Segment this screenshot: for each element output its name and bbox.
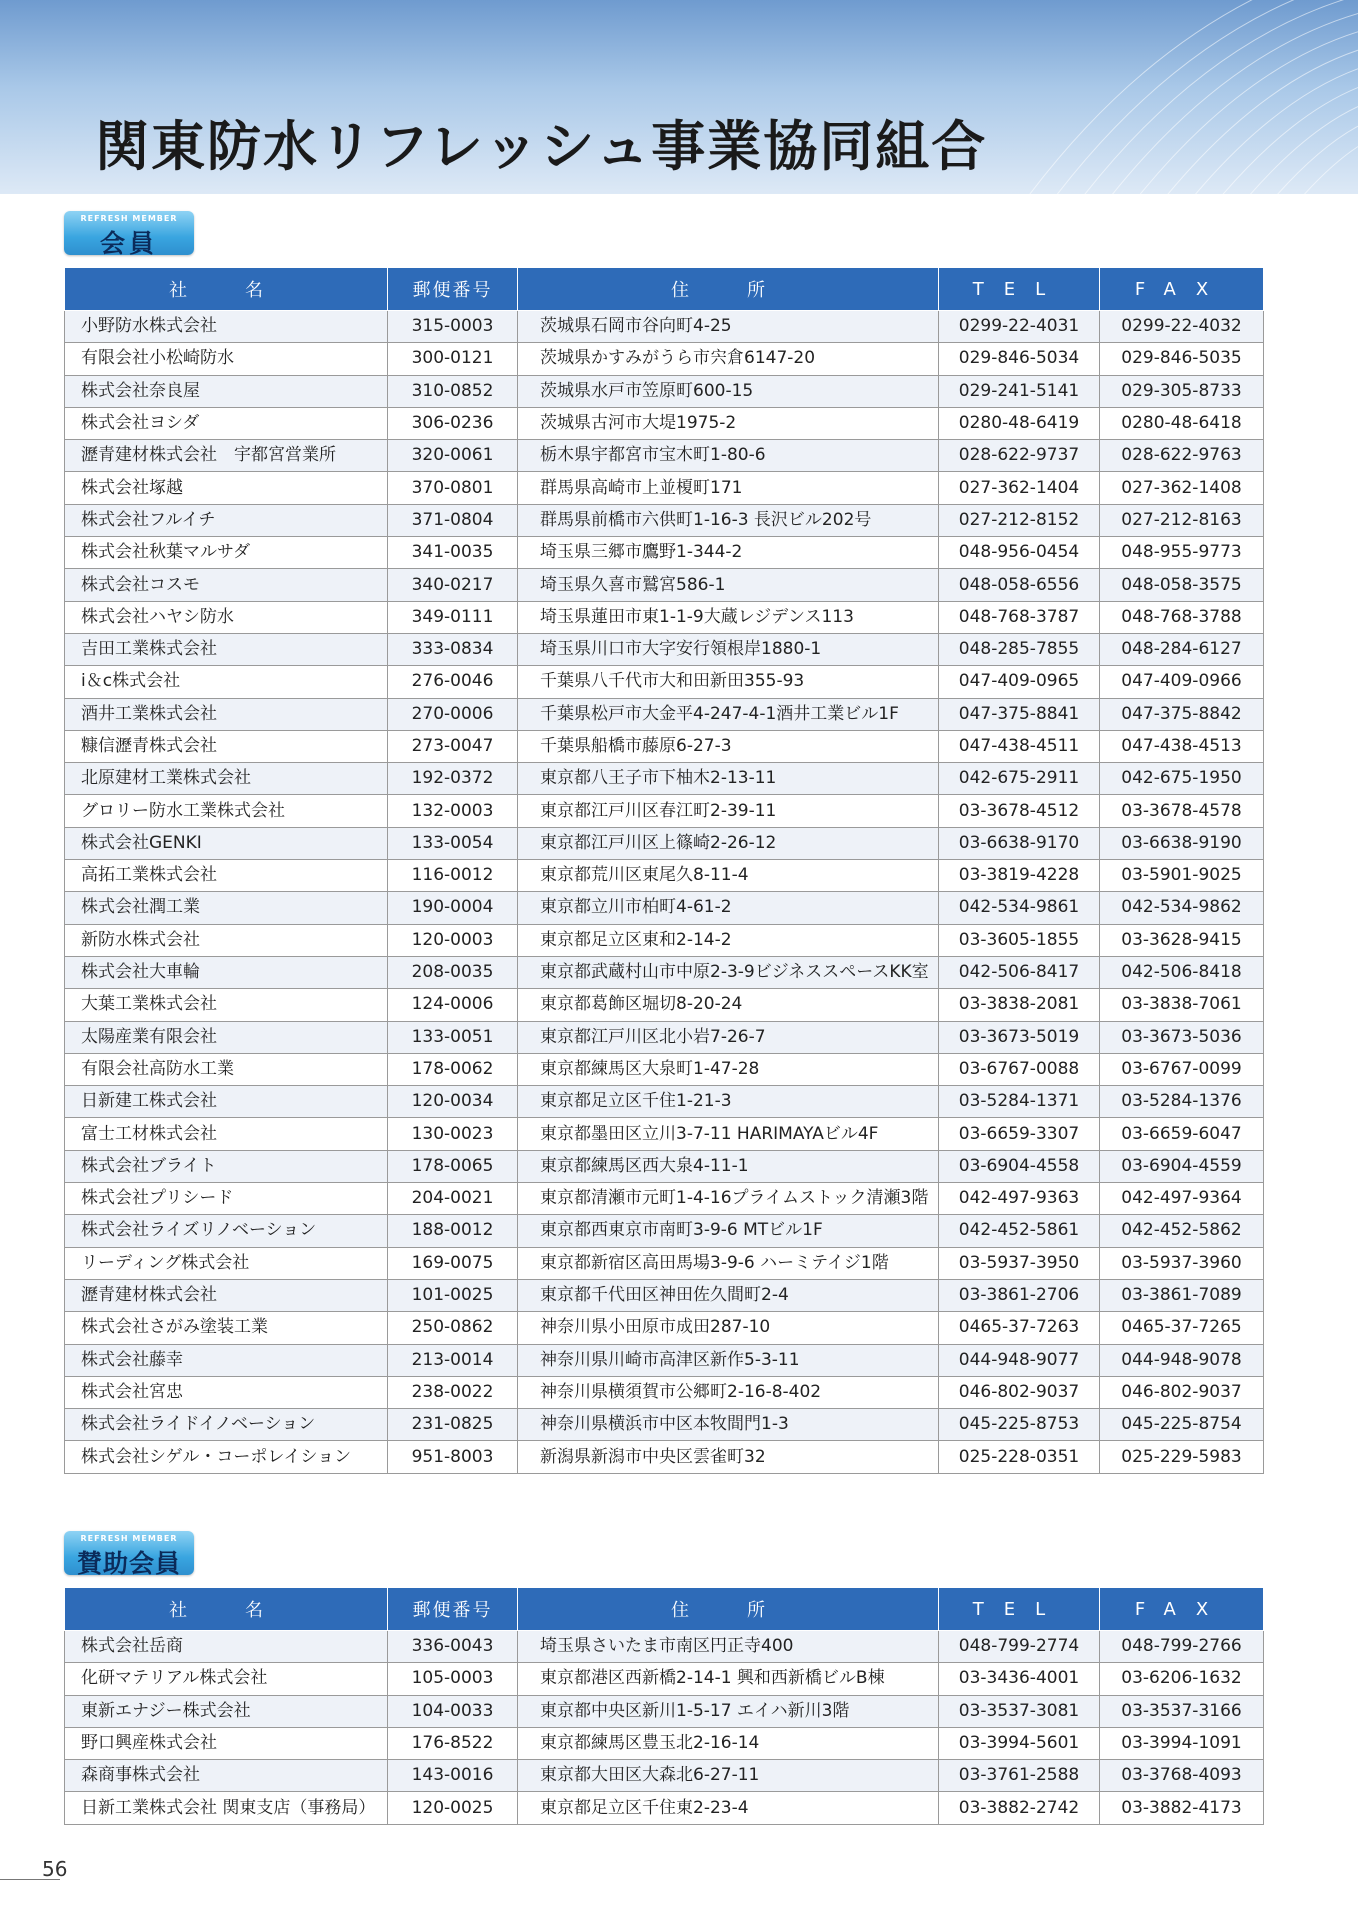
fax-cell: 0280-48-6418 — [1100, 407, 1264, 439]
company-name-cell: 株式会社シゲル・コーポレイション — [65, 1441, 388, 1473]
zip-code-cell: 101-0025 — [388, 1279, 518, 1311]
zip-code-cell: 306-0236 — [388, 407, 518, 439]
tel-cell: 03-3436-4001 — [939, 1663, 1100, 1695]
zip-code-cell: 231-0825 — [388, 1409, 518, 1441]
tel-cell: 03-3882-2742 — [939, 1792, 1100, 1824]
table-row — [65, 1695, 1264, 1727]
zip-code-cell: 208-0035 — [388, 956, 518, 988]
company-name-cell: 株式会社潤工業 — [65, 892, 388, 924]
table-row — [65, 633, 1264, 665]
address-cell: 千葉県八千代市大和田新田355-93 — [518, 666, 939, 698]
company-name-cell: リーディング株式会社 — [65, 1247, 388, 1279]
table-row — [65, 1215, 1264, 1247]
zip-code-cell: 370-0801 — [388, 472, 518, 504]
address-cell: 東京都新宿区高田馬場3-9-6 ハーミテイジ1階 — [518, 1247, 939, 1279]
company-name-cell: 酒井工業株式会社 — [65, 698, 388, 730]
company-name-cell: 富士工材株式会社 — [65, 1118, 388, 1150]
table-row — [65, 1409, 1264, 1441]
fax-cell: 027-362-1408 — [1100, 472, 1264, 504]
address-cell: 東京都千代田区神田佐久間町2-4 — [518, 1279, 939, 1311]
company-name-cell: 株式会社ヨシダ — [65, 407, 388, 439]
zip-code-cell: 130-0023 — [388, 1118, 518, 1150]
tel-cell: 03-5937-3950 — [939, 1247, 1100, 1279]
zip-code-cell: 315-0003 — [388, 311, 518, 343]
fax-cell: 03-6767-0099 — [1100, 1053, 1264, 1085]
fax-cell: 03-3768-4093 — [1100, 1760, 1264, 1792]
table-row — [65, 1792, 1264, 1824]
table-row — [65, 407, 1264, 439]
company-name-cell: 株式会社ブライト — [65, 1150, 388, 1182]
fax-cell: 047-375-8842 — [1100, 698, 1264, 730]
address-cell: 東京都練馬区大泉町1-47-28 — [518, 1053, 939, 1085]
address-cell: 埼玉県三郷市鷹野1-344-2 — [518, 537, 939, 569]
zip-code-cell: 204-0021 — [388, 1183, 518, 1215]
fax-cell: 042-452-5862 — [1100, 1215, 1264, 1247]
fax-cell: 048-768-3788 — [1100, 601, 1264, 633]
table-row — [65, 1376, 1264, 1408]
address-cell: 東京都港区西新橋2-14-1 興和西新橋ビルB棟 — [518, 1663, 939, 1695]
fax-cell: 027-212-8163 — [1100, 504, 1264, 536]
fax-cell: 042-675-1950 — [1100, 763, 1264, 795]
badge-subtitle: REFRESH MEMBER — [80, 214, 178, 223]
fax-cell: 03-3861-7089 — [1100, 1279, 1264, 1311]
company-name-cell: 太陽産業有限会社 — [65, 1021, 388, 1053]
column-header-fax: FAX — [1100, 1588, 1264, 1631]
address-cell: 東京都江戸川区春江町2-39-11 — [518, 795, 939, 827]
company-name-cell: 野口興産株式会社 — [65, 1727, 388, 1759]
address-cell: 茨城県水戸市笠原町600-15 — [518, 375, 939, 407]
tel-cell: 027-212-8152 — [939, 504, 1100, 536]
company-name-cell: 北原建材工業株式会社 — [65, 763, 388, 795]
column-header-zip: 郵便番号 — [388, 268, 518, 311]
fax-cell: 0299-22-4032 — [1100, 311, 1264, 343]
company-name-cell: 森商事株式会社 — [65, 1760, 388, 1792]
table-row — [65, 1312, 1264, 1344]
fax-cell: 03-5284-1376 — [1100, 1086, 1264, 1118]
table-row — [65, 1631, 1264, 1663]
table-row — [65, 892, 1264, 924]
address-cell: 東京都練馬区豊玉北2-16-14 — [518, 1727, 939, 1759]
fax-cell: 042-497-9364 — [1100, 1183, 1264, 1215]
tel-cell: 028-622-9737 — [939, 440, 1100, 472]
zip-code-cell: 169-0075 — [388, 1247, 518, 1279]
tel-cell: 047-409-0965 — [939, 666, 1100, 698]
tel-cell: 029-846-5034 — [939, 343, 1100, 375]
company-name-cell: 化研マテリアル株式会社 — [65, 1663, 388, 1695]
tel-cell: 025-228-0351 — [939, 1441, 1100, 1473]
page-number: 56 — [42, 1857, 68, 1881]
table-row — [65, 1279, 1264, 1311]
company-name-cell: 株式会社ハヤシ防水 — [65, 601, 388, 633]
fax-cell: 029-305-8733 — [1100, 375, 1264, 407]
fax-cell: 03-3537-3166 — [1100, 1695, 1264, 1727]
column-header-name: 社 名 — [65, 268, 388, 311]
company-name-cell: 株式会社GENKI — [65, 827, 388, 859]
tel-cell: 042-452-5861 — [939, 1215, 1100, 1247]
tel-cell: 047-375-8841 — [939, 698, 1100, 730]
company-name-cell: 株式会社ライドイノベーション — [65, 1409, 388, 1441]
table-row — [65, 343, 1264, 375]
tel-cell: 03-6638-9170 — [939, 827, 1100, 859]
zip-code-cell: 273-0047 — [388, 730, 518, 762]
fax-cell: 03-6904-4559 — [1100, 1150, 1264, 1182]
table-row — [65, 601, 1264, 633]
address-cell: 東京都荒川区東尾久8-11-4 — [518, 860, 939, 892]
table-row — [65, 924, 1264, 956]
tel-cell: 0299-22-4031 — [939, 311, 1100, 343]
address-cell: 埼玉県さいたま市南区円正寺400 — [518, 1631, 939, 1663]
company-name-cell: 瀝青建材株式会社 宇都宮営業所 — [65, 440, 388, 472]
fax-cell: 042-506-8418 — [1100, 956, 1264, 988]
company-name-cell: 株式会社藤幸 — [65, 1344, 388, 1376]
table-row — [65, 1760, 1264, 1792]
fax-cell: 0465-37-7265 — [1100, 1312, 1264, 1344]
fax-cell: 03-3994-1091 — [1100, 1727, 1264, 1759]
tel-cell: 03-3605-1855 — [939, 924, 1100, 956]
zip-code-cell: 120-0025 — [388, 1792, 518, 1824]
company-name-cell: 高拓工業株式会社 — [65, 860, 388, 892]
company-name-cell: 新防水株式会社 — [65, 924, 388, 956]
fax-cell: 03-3673-5036 — [1100, 1021, 1264, 1053]
fax-cell: 048-058-3575 — [1100, 569, 1264, 601]
address-cell: 千葉県松戸市大金平4-247-4-1酒井工業ビル1F — [518, 698, 939, 730]
zip-code-cell: 951-8003 — [388, 1441, 518, 1473]
tel-cell: 03-3819-4228 — [939, 860, 1100, 892]
address-cell: 千葉県船橋市藤原6-27-3 — [518, 730, 939, 762]
tel-cell: 044-948-9077 — [939, 1344, 1100, 1376]
address-cell: 東京都江戸川区上篠崎2-26-12 — [518, 827, 939, 859]
fax-cell: 048-284-6127 — [1100, 633, 1264, 665]
fax-cell: 047-409-0966 — [1100, 666, 1264, 698]
fax-cell: 029-846-5035 — [1100, 343, 1264, 375]
zip-code-cell: 213-0014 — [388, 1344, 518, 1376]
fax-cell: 03-6206-1632 — [1100, 1663, 1264, 1695]
table-row — [65, 989, 1264, 1021]
table-row — [65, 1053, 1264, 1085]
table-header-row — [65, 268, 1264, 311]
column-header-fax: FAX — [1100, 268, 1264, 311]
table-row — [65, 1118, 1264, 1150]
address-cell: 東京都武蔵村山市中原2-3-9ビジネススペースKK室 — [518, 956, 939, 988]
company-name-cell: 株式会社秋葉マルサダ — [65, 537, 388, 569]
address-cell: 群馬県高崎市上並榎町171 — [518, 472, 939, 504]
supporting-members-table — [64, 1587, 1264, 1825]
fax-cell: 046-802-9037 — [1100, 1376, 1264, 1408]
zip-code-cell: 120-0034 — [388, 1086, 518, 1118]
address-cell: 茨城県古河市大堤1975-2 — [518, 407, 939, 439]
tel-cell: 042-497-9363 — [939, 1183, 1100, 1215]
fax-cell: 03-3678-4578 — [1100, 795, 1264, 827]
fax-cell: 03-3838-7061 — [1100, 989, 1264, 1021]
tel-cell: 0465-37-7263 — [939, 1312, 1100, 1344]
table-row — [65, 1247, 1264, 1279]
table-row — [65, 860, 1264, 892]
badge-subtitle: REFRESH MEMBER — [80, 1534, 178, 1543]
page-header — [0, 0, 1358, 194]
tel-cell: 03-6904-4558 — [939, 1150, 1100, 1182]
address-cell: 東京都西東京市南町3-9-6 MTビル1F — [518, 1215, 939, 1247]
table-row — [65, 698, 1264, 730]
page-title: 関東防水リフレッシュ事業協同組合 — [95, 115, 988, 178]
company-name-cell: 小野防水株式会社 — [65, 311, 388, 343]
company-name-cell: 吉田工業株式会社 — [65, 633, 388, 665]
tel-cell: 03-3537-3081 — [939, 1695, 1100, 1727]
address-cell: 東京都練馬区西大泉4-11-1 — [518, 1150, 939, 1182]
fax-cell: 047-438-4513 — [1100, 730, 1264, 762]
fax-cell: 03-5901-9025 — [1100, 860, 1264, 892]
badge-label: 賛助会員 — [76, 1549, 181, 1578]
company-name-cell: 株式会社奈良屋 — [65, 375, 388, 407]
fax-cell: 028-622-9763 — [1100, 440, 1264, 472]
zip-code-cell: 192-0372 — [388, 763, 518, 795]
zip-code-cell: 250-0862 — [388, 1312, 518, 1344]
tel-cell: 03-3861-2706 — [939, 1279, 1100, 1311]
fax-cell: 045-225-8754 — [1100, 1409, 1264, 1441]
fax-cell: 048-799-2766 — [1100, 1631, 1264, 1663]
fax-cell: 025-229-5983 — [1100, 1441, 1264, 1473]
tel-cell: 047-438-4511 — [939, 730, 1100, 762]
address-cell: 東京都清瀬市元町1-4-16プライムストック清瀬3階 — [518, 1183, 939, 1215]
company-name-cell: 株式会社コスモ — [65, 569, 388, 601]
zip-code-cell: 270-0006 — [388, 698, 518, 730]
table-row — [65, 1086, 1264, 1118]
table-row — [65, 1727, 1264, 1759]
fax-cell: 03-3882-4173 — [1100, 1792, 1264, 1824]
company-name-cell: 有限会社小松崎防水 — [65, 343, 388, 375]
tel-cell: 0280-48-6419 — [939, 407, 1100, 439]
address-cell: 東京都大田区大森北6-27-11 — [518, 1760, 939, 1792]
address-cell: 埼玉県久喜市鷲宮586-1 — [518, 569, 939, 601]
table-row — [65, 956, 1264, 988]
tel-cell: 048-799-2774 — [939, 1631, 1100, 1663]
address-cell: 東京都江戸川区北小岩7-26-7 — [518, 1021, 939, 1053]
members-table — [64, 267, 1264, 1474]
table-row — [65, 763, 1264, 795]
address-cell: 埼玉県川口市大字安行領根岸1880-1 — [518, 633, 939, 665]
tel-cell: 03-3994-5601 — [939, 1727, 1100, 1759]
zip-code-cell: 124-0006 — [388, 989, 518, 1021]
zip-code-cell: 340-0217 — [388, 569, 518, 601]
address-cell: 茨城県かすみがうら市宍倉6147-20 — [518, 343, 939, 375]
zip-code-cell: 349-0111 — [388, 601, 518, 633]
address-cell: 神奈川県小田原市成田287-10 — [518, 1312, 939, 1344]
table-row — [65, 1021, 1264, 1053]
zip-code-cell: 300-0121 — [388, 343, 518, 375]
zip-code-cell: 341-0035 — [388, 537, 518, 569]
address-cell: 栃木県宇都宮市宝木町1-80-6 — [518, 440, 939, 472]
address-cell: 東京都墨田区立川3-7-11 HARIMAYAビル4F — [518, 1118, 939, 1150]
company-name-cell: 株式会社宮忠 — [65, 1376, 388, 1408]
company-name-cell: 株式会社塚越 — [65, 472, 388, 504]
zip-code-cell: 188-0012 — [388, 1215, 518, 1247]
column-header-address: 住 所 — [518, 1588, 939, 1631]
address-cell: 群馬県前橋市六供町1-16-3 長沢ビル202号 — [518, 504, 939, 536]
tel-cell: 03-6767-0088 — [939, 1053, 1100, 1085]
tel-cell: 046-802-9037 — [939, 1376, 1100, 1408]
zip-code-cell: 133-0054 — [388, 827, 518, 859]
fax-cell: 048-955-9773 — [1100, 537, 1264, 569]
company-name-cell: 東新エナジー株式会社 — [65, 1695, 388, 1727]
column-header-tel: TEL — [939, 268, 1100, 311]
zip-code-cell: 333-0834 — [388, 633, 518, 665]
decorative-arc-lines — [978, 0, 1358, 194]
fax-cell: 03-6659-6047 — [1100, 1118, 1264, 1150]
address-cell: 神奈川県横須賀市公郷町2-16-8-402 — [518, 1376, 939, 1408]
zip-code-cell: 178-0062 — [388, 1053, 518, 1085]
table-row — [65, 795, 1264, 827]
address-cell: 東京都足立区千住東2-23-4 — [518, 1792, 939, 1824]
company-name-cell: 日新建工株式会社 — [65, 1086, 388, 1118]
fax-cell: 03-3628-9415 — [1100, 924, 1264, 956]
table-row — [65, 730, 1264, 762]
section-badge-supporting-members — [64, 1531, 194, 1578]
tel-cell: 03-5284-1371 — [939, 1086, 1100, 1118]
address-cell: 埼玉県蓮田市東1-1-9大蔵レジデンス113 — [518, 601, 939, 633]
company-name-cell: 糠信瀝青株式会社 — [65, 730, 388, 762]
tel-cell: 045-225-8753 — [939, 1409, 1100, 1441]
zip-code-cell: 320-0061 — [388, 440, 518, 472]
tel-cell: 048-956-0454 — [939, 537, 1100, 569]
address-cell: 東京都立川市柏町4-61-2 — [518, 892, 939, 924]
column-header-address: 住 所 — [518, 268, 939, 311]
column-header-tel: TEL — [939, 1588, 1100, 1631]
address-cell: 神奈川県横浜市中区本牧間門1-3 — [518, 1409, 939, 1441]
table-row — [65, 1344, 1264, 1376]
tel-cell: 029-241-5141 — [939, 375, 1100, 407]
fax-cell: 044-948-9078 — [1100, 1344, 1264, 1376]
zip-code-cell: 143-0016 — [388, 1760, 518, 1792]
company-name-cell: 株式会社フルイチ — [65, 504, 388, 536]
company-name-cell: i＆c株式会社 — [65, 666, 388, 698]
company-name-cell: 大葉工業株式会社 — [65, 989, 388, 1021]
company-name-cell: 株式会社プリシード — [65, 1183, 388, 1215]
tel-cell: 03-3678-4512 — [939, 795, 1100, 827]
address-cell: 東京都足立区千住1-21-3 — [518, 1086, 939, 1118]
table-row — [65, 537, 1264, 569]
section-badge-members — [64, 211, 194, 258]
table-row — [65, 1441, 1264, 1473]
tel-cell: 048-768-3787 — [939, 601, 1100, 633]
address-cell: 東京都八王子市下柚木2-13-11 — [518, 763, 939, 795]
tel-cell: 042-675-2911 — [939, 763, 1100, 795]
zip-code-cell: 132-0003 — [388, 795, 518, 827]
tel-cell: 048-285-7855 — [939, 633, 1100, 665]
table-row — [65, 1183, 1264, 1215]
zip-code-cell: 310-0852 — [388, 375, 518, 407]
table-row — [65, 472, 1264, 504]
zip-code-cell: 120-0003 — [388, 924, 518, 956]
zip-code-cell: 190-0004 — [388, 892, 518, 924]
table-row — [65, 666, 1264, 698]
company-name-cell: 株式会社ライズリノベーション — [65, 1215, 388, 1247]
company-name-cell: グロリー防水工業株式会社 — [65, 795, 388, 827]
table-row — [65, 827, 1264, 859]
zip-code-cell: 133-0051 — [388, 1021, 518, 1053]
tel-cell: 03-3838-2081 — [939, 989, 1100, 1021]
table-row — [65, 504, 1264, 536]
address-cell: 神奈川県川崎市高津区新作5-3-11 — [518, 1344, 939, 1376]
tel-cell: 042-534-9861 — [939, 892, 1100, 924]
table-row — [65, 1150, 1264, 1182]
zip-code-cell: 276-0046 — [388, 666, 518, 698]
zip-code-cell: 178-0065 — [388, 1150, 518, 1182]
table-row — [65, 311, 1264, 343]
address-cell: 茨城県石岡市谷向町4-25 — [518, 311, 939, 343]
fax-cell: 03-6638-9190 — [1100, 827, 1264, 859]
company-name-cell: 株式会社岳商 — [65, 1631, 388, 1663]
company-name-cell: 株式会社さがみ塗装工業 — [65, 1312, 388, 1344]
tel-cell: 027-362-1404 — [939, 472, 1100, 504]
zip-code-cell: 371-0804 — [388, 504, 518, 536]
tel-cell: 03-3673-5019 — [939, 1021, 1100, 1053]
table-row — [65, 569, 1264, 601]
fax-cell: 03-5937-3960 — [1100, 1247, 1264, 1279]
column-header-zip: 郵便番号 — [388, 1588, 518, 1631]
tel-cell: 048-058-6556 — [939, 569, 1100, 601]
tel-cell: 042-506-8417 — [939, 956, 1100, 988]
address-cell: 東京都中央区新川1-5-17 エイハ新川3階 — [518, 1695, 939, 1727]
column-header-name: 社 名 — [65, 1588, 388, 1631]
table-row — [65, 375, 1264, 407]
zip-code-cell: 238-0022 — [388, 1376, 518, 1408]
address-cell: 新潟県新潟市中央区雲雀町32 — [518, 1441, 939, 1473]
company-name-cell: 日新工業株式会社 関東支店（事務局） — [65, 1792, 388, 1824]
zip-code-cell: 105-0003 — [388, 1663, 518, 1695]
zip-code-cell: 176-8522 — [388, 1727, 518, 1759]
table-row — [65, 1663, 1264, 1695]
address-cell: 東京都葛飾区堀切8-20-24 — [518, 989, 939, 1021]
table-row — [65, 440, 1264, 472]
company-name-cell: 有限会社高防水工業 — [65, 1053, 388, 1085]
zip-code-cell: 116-0012 — [388, 860, 518, 892]
company-name-cell: 株式会社大車輪 — [65, 956, 388, 988]
zip-code-cell: 336-0043 — [388, 1631, 518, 1663]
zip-code-cell: 104-0033 — [388, 1695, 518, 1727]
tel-cell: 03-3761-2588 — [939, 1760, 1100, 1792]
badge-label: 会員 — [99, 229, 158, 258]
company-name-cell: 瀝青建材株式会社 — [65, 1279, 388, 1311]
fax-cell: 042-534-9862 — [1100, 892, 1264, 924]
address-cell: 東京都足立区東和2-14-2 — [518, 924, 939, 956]
tel-cell: 03-6659-3307 — [939, 1118, 1100, 1150]
table-header-row — [65, 1588, 1264, 1631]
